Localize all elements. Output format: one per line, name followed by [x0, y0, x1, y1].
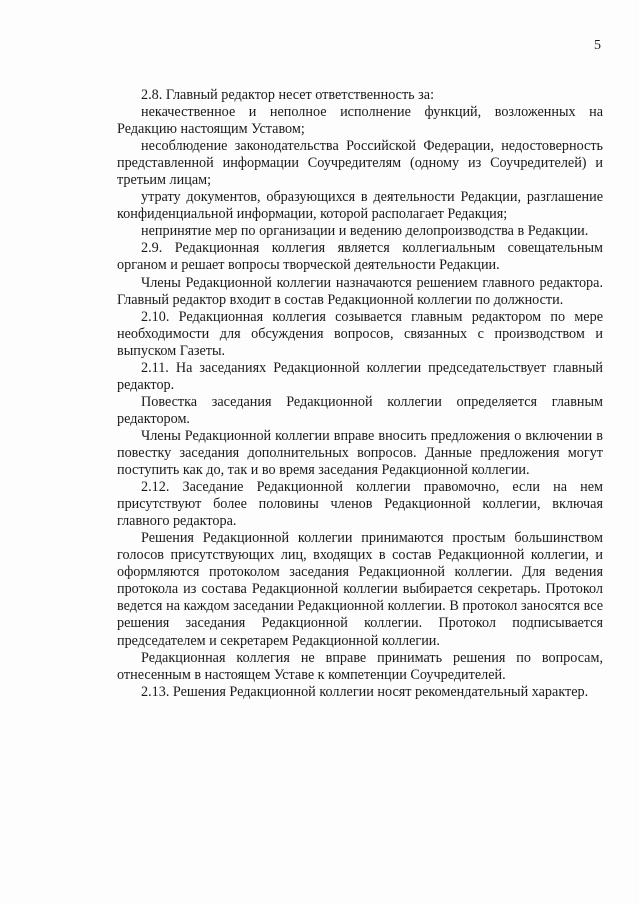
paragraph-2-13: 2.13. Решения Редакционной коллегии носят рекомендательный характер.	[141, 683, 589, 700]
paragraph-2-8-item-1: некачественное и неполное исполнение функций, возложенных на Редакцию настоящим Уставом;	[117, 104, 603, 138]
paragraph-2-9: 2.9. Редакционная коллегия является коллегиальным совещательным органом и решает вопросы творческой деятельности Редакции.	[117, 240, 603, 274]
paragraph-2-12-decisions: Решения Редакционной коллегии принимаются простым большинством голосов присутствующих лиц, входящих в состав Редакционной коллегии, и оформляются протоколом заседания Редакционной коллегии. Для ведения протокола из состава Редакционной коллегии выбирается секретарь. Протокол ведется на каждом заседании Редакционной коллегии. В протокол заносятся все решения заседания Редакционной коллегии. Протокол подписывается председателем и секретарем Редакционной коллегии.	[117, 530, 603, 649]
paragraph-2-8-item-4: непринятие мер по организации и ведению делопроизводства в Редакции.	[141, 223, 589, 240]
paragraph-2-8-item-3: утрату документов, образующихся в деятельности Редакции, разглашение конфиденциальной информации, которой располагает Редакция;	[117, 189, 603, 223]
paragraph-2-11-agenda: Повестка заседания Редакционной коллегии определяется главным редактором.	[117, 393, 603, 427]
paragraph-2-8: 2.8. Главный редактор несет ответственность за:	[141, 87, 435, 103]
paragraph-2-12-limits: Редакционная коллегия не вправе принимать решения по вопросам, отнесенным в настоящем Уставе к компетенции Соучредителей.	[117, 649, 603, 683]
paragraph-2-9-members: Члены Редакционной коллегии назначаются решением главного редактора. Главный редактор входит в состав Редакционной коллегии по должности.	[117, 274, 603, 308]
page-number: 5	[594, 38, 601, 53]
paragraph-2-8-item-2: несоблюдение законодательства Российской Федерации, недостоверность представленной информации Соучредителям (одному из Соучредителей) и третьим лицам;	[117, 138, 603, 189]
paragraph-2-10: 2.10. Редакционная коллегия созывается главным редактором по мере необходимости для обсуждения вопросов, связанных с производством и выпуском Газеты.	[117, 308, 603, 359]
paragraph-2-11-proposals: Члены Редакционной коллегии вправе вносить предложения о включении в повестку заседания дополнительных вопросов. Данные предложения могут поступить как до, так и во время заседания Редакционной коллегии.	[117, 427, 603, 479]
paragraph-2-12: 2.12. Заседание Редакционной коллегии правомочно, если на нем присутствуют более половины членов Редакционной коллегии, включая главного редактора.	[117, 479, 603, 530]
document-body	[117, 87, 603, 701]
paragraph-2-11: 2.11. На заседаниях Редакционной коллегии председательствует главный редактор.	[117, 359, 603, 393]
